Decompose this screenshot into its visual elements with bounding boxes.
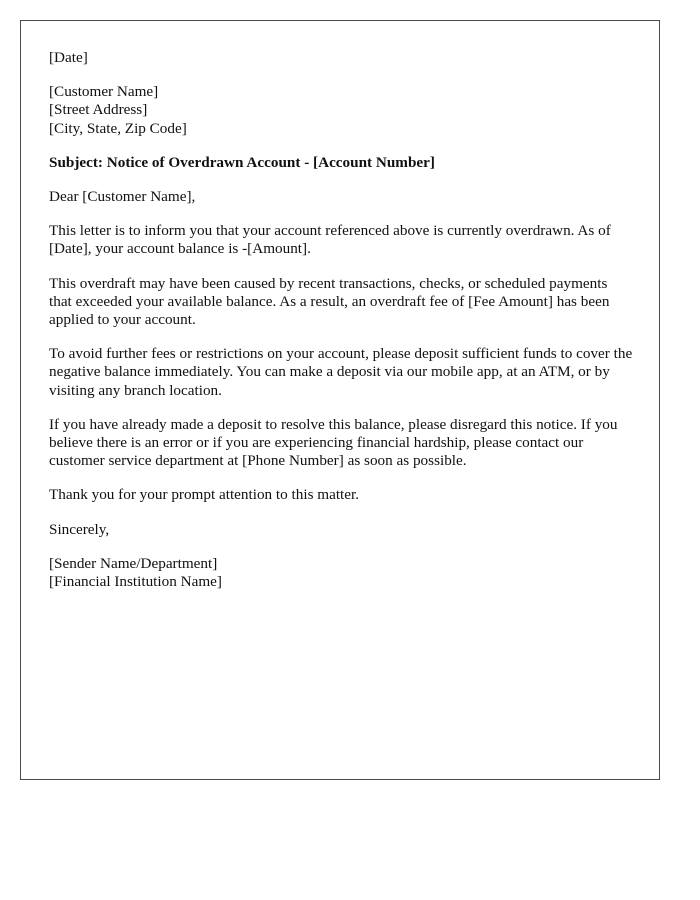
recipient-name: [Customer Name] — [49, 83, 159, 101]
recipient-street: [Street Address] — [49, 101, 148, 119]
date-block — [49, 49, 633, 67]
paragraph-contact-support: If you have already made a deposit to resolve this balance, please disregard this notice. If you believe there is an error or if you are experiencing financial hardship, please contact our customer service department at [Phone Number] as soon as possible. — [49, 415, 618, 470]
paragraph-thank-you: Thank you for your prompt attention to this matter. — [49, 486, 360, 504]
salutation: Dear [Customer Name], — [49, 188, 196, 206]
recipient-city-state-zip: [City, State, Zip Code] — [49, 119, 187, 137]
financial-institution-name: [Financial Institution Name] — [49, 573, 222, 591]
letter-content — [49, 49, 633, 591]
letter-subject: Subject: Notice of Overdrawn Account - [Account Number] — [49, 153, 435, 171]
paragraph-overdraft-fee: This overdraft may have been caused by recent transactions, checks, or scheduled payments that exceeded your available balance. As a result, an overdraft fee of [Fee Amount] has been applied to your account. — [49, 274, 610, 329]
closing: Sincerely, — [49, 520, 110, 538]
signature-block — [49, 555, 633, 591]
paragraph-deposit-instructions: To avoid further fees or restrictions on your account, please deposit sufficient funds to cover the negative balance immediately. You can make a deposit via our mobile app, at an ATM, or by visiting any branch location. — [49, 345, 633, 399]
letter-frame — [20, 20, 660, 780]
letter-date: [Date] — [49, 49, 88, 66]
sender-name-department: [Sender Name/Department] — [49, 554, 218, 572]
paragraph-overdrawn-notice: This letter is to inform you that your account referenced above is currently overdrawn. As of [Date], your account balance is -[Amount]. — [49, 222, 611, 258]
recipient-address — [49, 83, 633, 138]
